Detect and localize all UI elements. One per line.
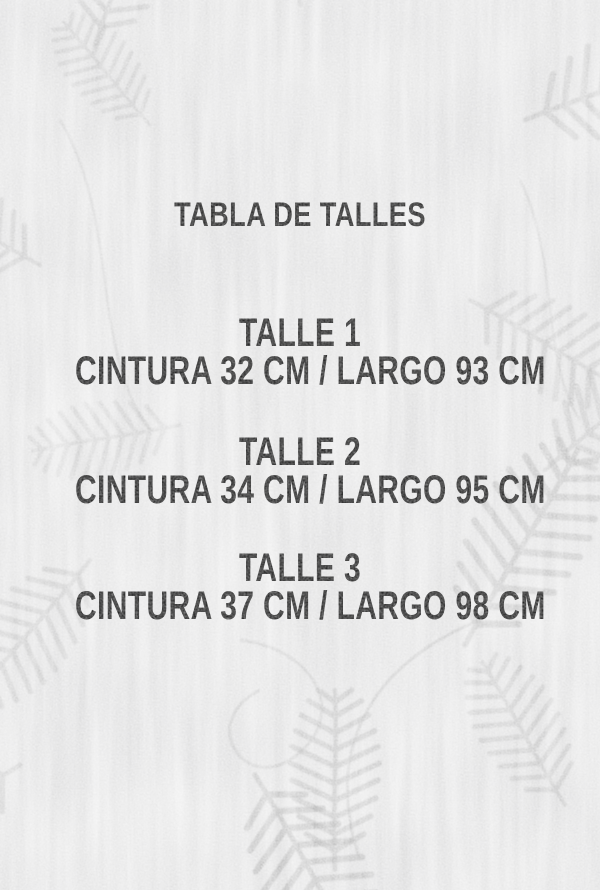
size-label: TALLE 3 <box>238 546 362 590</box>
size-measurements: CINTURA 34 CM / LARGO 95 CM <box>75 468 546 512</box>
size-entry-talle-3 <box>0 546 600 628</box>
size-label: TALLE 2 <box>238 430 362 474</box>
size-measurements: CINTURA 32 CM / LARGO 93 CM <box>75 349 546 393</box>
size-measurements: CINTURA 37 CM / LARGO 98 CM <box>75 584 546 628</box>
page-title: TABLA DE TALLES <box>174 196 426 234</box>
size-label: TALLE 1 <box>238 311 362 355</box>
size-entry-talle-1 <box>0 311 600 393</box>
size-entry-talle-2 <box>0 430 600 512</box>
